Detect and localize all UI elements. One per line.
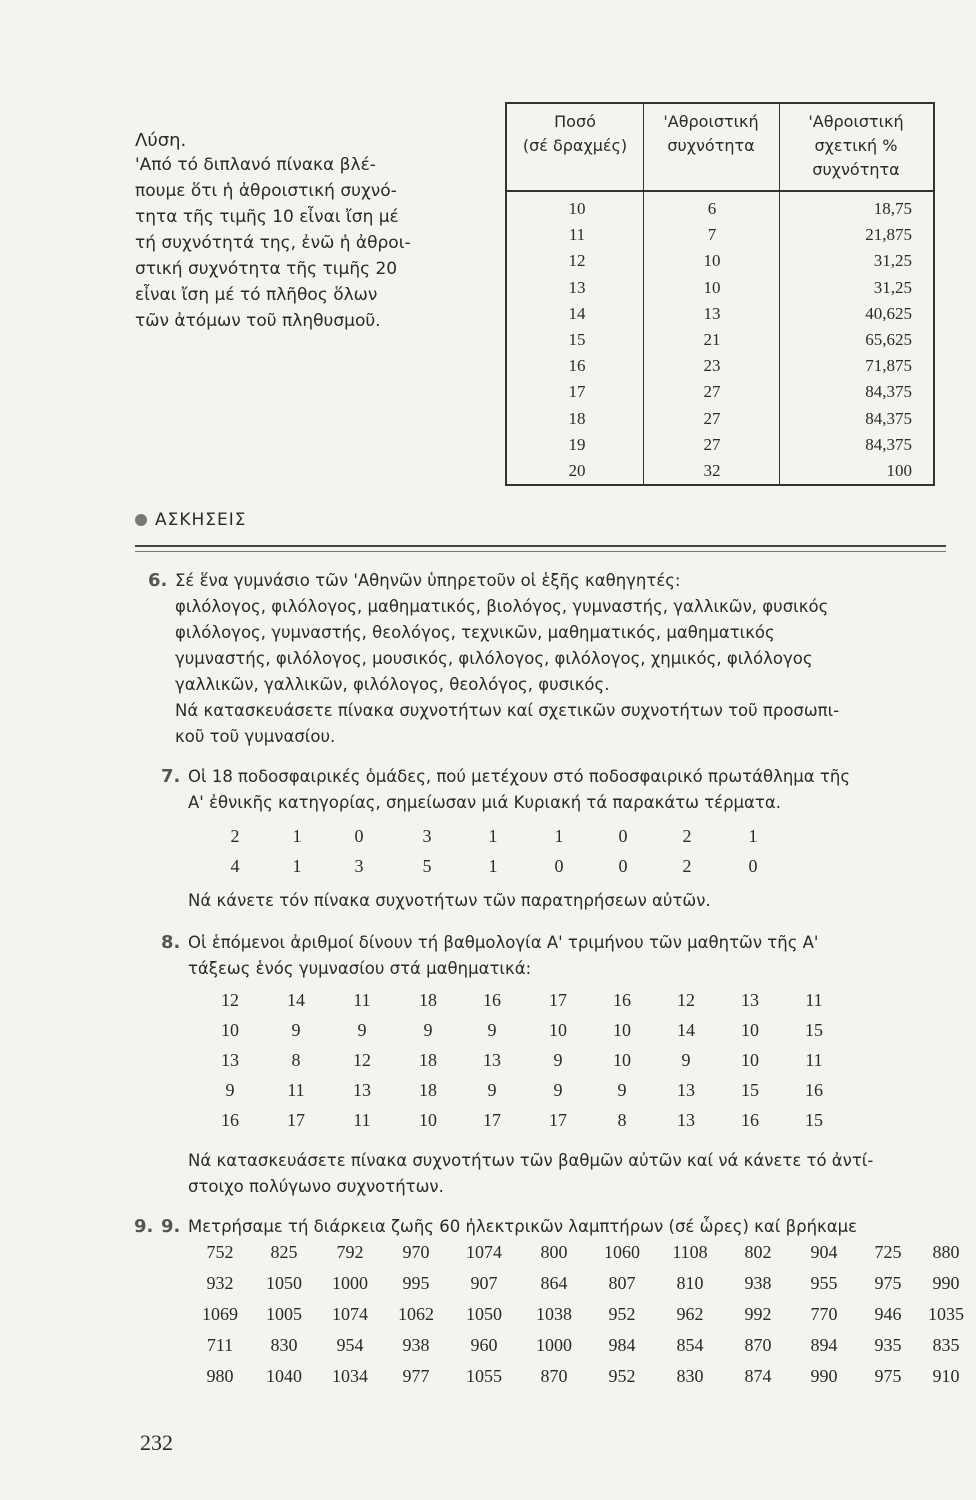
- grade-value: 13: [221, 1050, 239, 1070]
- lamp-hours-value: 1060: [604, 1242, 640, 1262]
- lamp-hours-value: 935: [874, 1335, 902, 1355]
- lamp-hours-value: 1040: [266, 1366, 302, 1386]
- table-cell: 21,875: [865, 225, 912, 245]
- grade-value: 15: [805, 1020, 823, 1040]
- grade-value: 9: [487, 1020, 497, 1040]
- grade-value: 8: [291, 1050, 301, 1070]
- lamp-hours-value: 938: [744, 1273, 772, 1293]
- goals-value: 1: [748, 826, 758, 846]
- exercise-line: γυμναστής, φιλόλογος, μουσικός, φιλόλογος, φιλόλογος, χημικός, φιλόλογος: [175, 649, 813, 668]
- lamp-hours-value: 1000: [536, 1335, 572, 1355]
- table-cell: 15: [568, 330, 586, 350]
- lamp-hours-value: 975: [874, 1366, 902, 1386]
- exercise-6: [148, 568, 840, 750]
- table-cell: 84,375: [865, 434, 912, 454]
- exercise-line: γαλλικῶν, γαλλικῶν, φιλόλογος, θεολόγος, φυσικός.: [175, 675, 610, 694]
- solution-line: εἶναι ἴση μέ τό πλῆθος ὅλων: [135, 285, 378, 305]
- lamp-hours-value: 952: [608, 1366, 636, 1386]
- table-cell: 16: [568, 356, 586, 376]
- lamp-hours-value: 1108: [672, 1242, 708, 1262]
- lamp-hours-value: 980: [206, 1366, 234, 1386]
- lamp-hours-value: 1055: [466, 1366, 502, 1386]
- grade-value: 13: [353, 1080, 371, 1100]
- lamp-hours-value: 810: [676, 1273, 704, 1293]
- goals-value: 0: [618, 826, 628, 846]
- column-amount: [557, 196, 597, 484]
- table-cell: 84,375: [865, 382, 912, 402]
- table-cell: 84,375: [865, 408, 912, 428]
- lamp-hours-value: 975: [874, 1273, 902, 1293]
- lamp-hours-value: 830: [270, 1335, 298, 1355]
- grade-value: 17: [287, 1110, 305, 1130]
- goals-value: 0: [354, 826, 364, 846]
- exercise-number: 9.: [161, 1216, 181, 1237]
- grade-value: 13: [677, 1080, 695, 1100]
- grade-value: 10: [221, 1020, 239, 1040]
- grade-value: 11: [287, 1080, 305, 1100]
- solution-heading: Λύση.: [135, 130, 187, 151]
- lamp-hours-value: 904: [810, 1242, 838, 1262]
- heading-rule: [135, 545, 946, 547]
- grade-value: 14: [287, 990, 305, 1010]
- table-cell: 18,75: [873, 199, 912, 218]
- lamp-hours-value: 970: [402, 1242, 430, 1262]
- goals-value: 3: [354, 856, 364, 876]
- table-cell: 65,625: [865, 330, 912, 350]
- lamp-hours-value: 992: [744, 1304, 772, 1324]
- exercise-7: [161, 764, 851, 816]
- lamp-hours-value: 995: [402, 1273, 430, 1293]
- lamp-hours-value: 880: [932, 1242, 960, 1262]
- lamp-hours-value: 770: [810, 1304, 838, 1324]
- lamp-hours-value: 894: [810, 1335, 838, 1355]
- table-cell: 31,25: [873, 251, 912, 271]
- lamp-hours-value: 955: [810, 1273, 838, 1293]
- header-amount: Ποσό (σέ δραχμές): [522, 112, 628, 155]
- lamp-hours-value: 910: [932, 1366, 960, 1386]
- table-cell: 27: [703, 382, 721, 402]
- grade-value: 18: [419, 990, 437, 1010]
- lamp-hours-value: 854: [676, 1335, 704, 1355]
- grade-value: 9: [225, 1080, 235, 1100]
- table-cell: 10: [568, 199, 586, 218]
- lamp-hours-value: 830: [676, 1366, 704, 1386]
- solution-line: τητα τῆς τιμῆς 10 εἶναι ἴση μέ: [135, 207, 399, 227]
- heading-rule-thin: [135, 551, 946, 552]
- grade-value: 15: [805, 1110, 823, 1130]
- lamp-hours-value: 825: [270, 1242, 298, 1262]
- lamp-hours-value: 835: [932, 1335, 960, 1355]
- lamp-hours-value: 864: [540, 1273, 568, 1293]
- lamp-hours-value: 752: [206, 1242, 234, 1262]
- lamp-hours-value: 954: [336, 1335, 364, 1355]
- solution-line: τῶν ἀτόμων τοῦ πληθυσμοῦ.: [135, 311, 381, 331]
- table-cell: 23: [703, 356, 721, 376]
- grade-value: 16: [613, 990, 631, 1010]
- goals-value: 4: [230, 856, 240, 876]
- solution-line: 'Από τό διπλανό πίνακα βλέ-: [135, 155, 376, 175]
- lamp-hours-value: 725: [874, 1242, 902, 1262]
- grade-value: 13: [677, 1110, 695, 1130]
- table-cell: 71,875: [865, 356, 912, 376]
- exercise-7-instruction: Νά κάνετε τόν πίνακα συχνοτήτων τῶν παρατηρήσεων αὐτῶν.: [188, 891, 711, 910]
- grade-value: 11: [805, 1050, 823, 1070]
- lamp-hours-value: 1000: [332, 1273, 368, 1293]
- lamp-hours-value: 1050: [266, 1273, 302, 1293]
- grade-value: 12: [221, 990, 239, 1010]
- grade-value: 11: [805, 990, 823, 1010]
- table-cell: 21: [703, 330, 721, 350]
- grade-value: 12: [677, 990, 695, 1010]
- solution-line: στική συχνότητα τῆς τιμῆς 20: [135, 259, 398, 279]
- lamp-hours-value: 990: [932, 1273, 960, 1293]
- goals-value: 3: [422, 826, 432, 846]
- exercise-line: Μετρήσαμε τή διάρκεια ζωῆς 60 ἠλεκτρικῶν λαμπτήρων (σέ ὧρες) καί βρήκαμε: [188, 1217, 858, 1236]
- grade-value: 17: [483, 1110, 501, 1130]
- bullet-icon: [135, 514, 147, 526]
- table-cell: 40,625: [865, 303, 912, 323]
- grade-value: 12: [353, 1050, 371, 1070]
- exercise-line: φιλόλογος, φιλόλογος, μαθηματικός, βιολόγος, γυμναστής, γαλλικῶν, φυσικός: [175, 597, 829, 616]
- grade-value: 17: [549, 990, 567, 1010]
- lamp-hours-value: 946: [874, 1304, 902, 1324]
- lamp-hours-value: 711: [206, 1335, 234, 1355]
- exercise-line: Νά κατασκευάσετε πίνακα συχνοτήτων τῶν βαθμῶν αὐτῶν καί νά κάνετε τό ἀντί-: [188, 1151, 874, 1170]
- table-cell: 7: [707, 225, 717, 245]
- grade-value: 10: [741, 1050, 759, 1070]
- goals-value: 1: [292, 826, 302, 846]
- grade-value: 8: [617, 1110, 627, 1130]
- grade-value: 15: [741, 1080, 759, 1100]
- lamp-hours-value: 1034: [332, 1366, 368, 1386]
- table-cell: 100: [886, 461, 912, 481]
- lamp-hours-value: 932: [206, 1273, 234, 1293]
- solution-text: [135, 152, 480, 334]
- grade-value: 10: [419, 1110, 437, 1130]
- table-cell: 17: [568, 382, 586, 402]
- table-cell: 18: [568, 408, 586, 428]
- exercise-8: [161, 930, 819, 982]
- goals-value: 2: [682, 826, 692, 846]
- lamp-hours-value: 907: [470, 1273, 498, 1293]
- table-cell: 12: [568, 251, 586, 271]
- exercise-line: Οἱ ἑπόμενοι ἀριθμοί δίνουν τή βαθμολογία Α' τριμήνου τῶν μαθητῶν τῆς Α': [188, 933, 819, 952]
- goals-value: 2: [230, 826, 240, 846]
- table-cell: 10: [703, 277, 721, 297]
- column-percent: [807, 196, 912, 484]
- goals-value: 0: [748, 856, 758, 876]
- grade-value: 10: [741, 1020, 759, 1040]
- grade-value: 9: [553, 1050, 563, 1070]
- grade-value: 10: [613, 1020, 631, 1040]
- grade-value: 9: [423, 1020, 433, 1040]
- goals-value: 1: [554, 826, 564, 846]
- grade-value: 9: [357, 1020, 367, 1040]
- grade-value: 16: [221, 1110, 239, 1130]
- lamp-hours-value: 990: [810, 1366, 838, 1386]
- table-cell: 13: [703, 303, 721, 323]
- lamp-hours-value: 870: [540, 1366, 568, 1386]
- lamp-hours-value: 1074: [332, 1304, 368, 1324]
- lamp-hours-value: 1062: [398, 1304, 434, 1324]
- grade-value: 16: [483, 990, 501, 1010]
- table-cell: 32: [703, 461, 721, 481]
- exercise-line: τάξεως ἑνός γυμνασίου στά μαθηματικά:: [188, 959, 532, 978]
- lamp-hours-table: [190, 1242, 964, 1402]
- header-cumulative-frequency: 'Αθροιστική συχνότητα: [663, 112, 759, 155]
- goals-value: 1: [488, 826, 498, 846]
- lamp-hours-value: 938: [402, 1335, 430, 1355]
- lamp-hours-value: 1050: [466, 1304, 502, 1324]
- grade-value: 17: [549, 1110, 567, 1130]
- grade-value: 10: [549, 1020, 567, 1040]
- grade-value: 9: [553, 1080, 563, 1100]
- table-cell: 6: [707, 199, 717, 218]
- table-cell: 27: [703, 434, 721, 454]
- exercise-line: Σέ ἕνα γυμνάσιο τῶν 'Αθηνῶν ὑπηρετοῦν οἱ ἑξῆς καθηγητές:: [175, 571, 681, 590]
- lamp-hours-value: 792: [336, 1242, 364, 1262]
- goals-value: 5: [422, 856, 432, 876]
- table-header-divider: [507, 190, 933, 192]
- lamp-hours-value: 807: [608, 1273, 636, 1293]
- exercise-line: κοῦ τοῦ γυμνασίου.: [175, 727, 336, 746]
- table-cell: 19: [568, 434, 586, 454]
- lamp-hours-value: 1035: [928, 1304, 964, 1324]
- table-cell: 13: [568, 277, 586, 297]
- lamp-hours-value: 960: [470, 1335, 498, 1355]
- exercise-line: Οἱ 18 ποδοσφαιρικές ὁμάδες, πού μετέχουν στό ποδοσφαιρικό πρωτάθλημα τῆς: [188, 767, 851, 786]
- header-cumulative-relative-frequency: 'Αθροιστική σχετική % συχνότητα: [808, 112, 904, 179]
- cumulative-frequency-table: [505, 102, 935, 486]
- lamp-hours-value: 1069: [202, 1304, 238, 1324]
- exercise-line: Α' ἐθνικῆς κατηγορίας, σημείωσαν μιά Κυριακή τά παρακάτω τέρματα.: [188, 793, 781, 812]
- grade-value: 9: [681, 1050, 691, 1070]
- grade-value: 18: [419, 1080, 437, 1100]
- exercise-number: 7.: [161, 766, 181, 787]
- lamp-hours-value: 800: [540, 1242, 568, 1262]
- grade-value: 9: [487, 1080, 497, 1100]
- exercise-number: 6.: [148, 570, 168, 591]
- goals-value: 2: [682, 856, 692, 876]
- grade-value: 9: [291, 1020, 301, 1040]
- lamp-hours-value: 984: [608, 1335, 636, 1355]
- column-cumulative: [687, 196, 737, 484]
- grade-value: 14: [677, 1020, 695, 1040]
- lamp-hours-value: 1074: [466, 1242, 502, 1262]
- table-cell: 31,25: [873, 277, 912, 297]
- lamp-hours-value: 802: [744, 1242, 772, 1262]
- grade-value: 13: [483, 1050, 501, 1070]
- grade-value: 16: [741, 1110, 759, 1130]
- grade-value: 10: [613, 1050, 631, 1070]
- goals-value: 1: [488, 856, 498, 876]
- grade-value: 16: [805, 1080, 823, 1100]
- table-cell: 11: [568, 225, 586, 245]
- table-cell: 10: [703, 251, 721, 271]
- exercises-heading-text: ΑΣΚΗΣΕΙΣ: [155, 510, 247, 530]
- solution-line: πουμε ὅτι ἡ ἀθροιστική συχνό-: [135, 181, 397, 201]
- lamp-hours-value: 1038: [536, 1304, 572, 1324]
- exercise-8-instruction: [188, 1148, 873, 1200]
- table-cell: 14: [568, 303, 586, 323]
- exercise-line: φιλόλογος, γυμναστής, θεολόγος, τεχνικῶν, μαθηματικός, μαθηματικός: [175, 623, 775, 642]
- table-cell: 20: [568, 461, 586, 481]
- grade-value: 11: [353, 1110, 371, 1130]
- lamp-hours-value: 952: [608, 1304, 636, 1324]
- page-number: 232: [140, 1430, 173, 1455]
- grade-value: 13: [741, 990, 759, 1010]
- lamp-hours-value: 874: [744, 1366, 772, 1386]
- exercise-9: [161, 1214, 946, 1240]
- goals-value: 0: [554, 856, 564, 876]
- exercise-line: Νά κατασκευάσετε πίνακα συχνοτήτων καί σχετικῶν συχνοτήτων τοῦ προσωπι-: [175, 701, 840, 720]
- lamp-hours-value: 870: [744, 1335, 772, 1355]
- goals-value: 0: [618, 856, 628, 876]
- table-cell: 27: [703, 408, 721, 428]
- lamp-hours-value: 977: [402, 1366, 430, 1386]
- grade-value: 18: [419, 1050, 437, 1070]
- exercise-number: 8.: [161, 932, 181, 953]
- solution-line: τή συχνότητά της, ἐνῶ ἡ ἀθροι-: [135, 233, 411, 253]
- grade-value: 11: [353, 990, 371, 1010]
- exercises-heading: [135, 510, 247, 530]
- lamp-hours-value: 1005: [266, 1304, 302, 1324]
- exercise-line: στοιχο πολύγωνο συχνοτήτων.: [188, 1177, 444, 1196]
- grade-value: 9: [617, 1080, 627, 1100]
- lamp-hours-value: 962: [676, 1304, 704, 1324]
- goals-value: 1: [292, 856, 302, 876]
- table-column-divider: [643, 104, 644, 484]
